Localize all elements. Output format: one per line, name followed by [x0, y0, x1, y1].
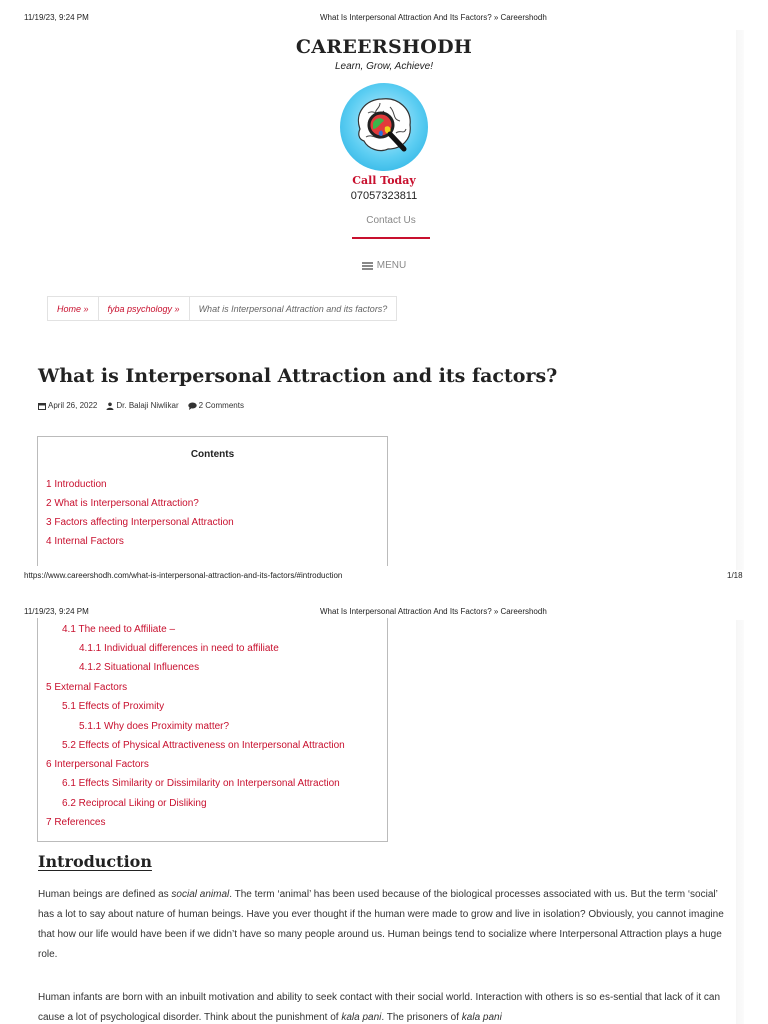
- intro-p2-text-b: . The prisoners of: [381, 1012, 462, 1023]
- comment-icon: [188, 402, 197, 410]
- print-url: https://www.careershodh.com/what-is-interpersonal-attraction-and-its-factors/#introduction: [24, 571, 343, 580]
- breadcrumb-home-link[interactable]: Home »: [57, 303, 89, 314]
- post-date-text: April 26, 2022: [48, 401, 98, 410]
- user-icon: [106, 402, 114, 410]
- breadcrumb-category-link[interactable]: fyba psychology »: [107, 303, 180, 314]
- toc-link[interactable]: 1 Introduction: [46, 479, 107, 490]
- print-datetime: 11/19/23, 9:24 PM: [24, 13, 89, 22]
- breadcrumb-home-item[interactable]: [48, 297, 99, 320]
- toc-link[interactable]: 4.1 The need to Affiliate –: [62, 624, 176, 635]
- toc-link[interactable]: 6.2 Reciprocal Liking or Disliking: [62, 798, 207, 809]
- site-name[interactable]: CAREERSHODH: [295, 36, 473, 58]
- print-page-title: What Is Interpersonal Attraction And Its Factors? » Careershodh: [320, 13, 547, 22]
- table-of-contents-continued: [37, 618, 388, 842]
- article-title: What is Interpersonal Attraction and its factors?: [38, 365, 558, 387]
- toc-link[interactable]: 3 Factors affecting Interpersonal Attraction: [46, 517, 234, 528]
- article-meta: [38, 401, 244, 410]
- toc-heading: Contents: [190, 449, 235, 460]
- print-datetime: 11/19/23, 9:24 PM: [24, 607, 89, 616]
- hamburger-menu-icon: [362, 262, 373, 270]
- intro-paragraph-2: [38, 988, 732, 1024]
- page-edge-shadow: [736, 30, 744, 570]
- breadcrumb-current: [190, 297, 397, 320]
- breadcrumb: [47, 296, 397, 321]
- breadcrumb-category-item[interactable]: [99, 297, 190, 320]
- post-comments[interactable]: [188, 401, 244, 410]
- active-nav-underline: [352, 237, 430, 239]
- menu-label: MENU: [376, 260, 407, 271]
- toc-link[interactable]: 5.2 Effects of Physical Attractiveness on Interpersonal Attraction: [62, 740, 345, 751]
- brain-magnifier-logo-icon[interactable]: [340, 83, 428, 171]
- toc-link[interactable]: 4 Internal Factors: [46, 536, 124, 547]
- post-date: [38, 401, 97, 410]
- post-author[interactable]: [106, 401, 178, 410]
- breadcrumb-current-label: What is Interpersonal Attraction and its factors?: [198, 303, 388, 314]
- menu-toggle-button[interactable]: [0, 260, 768, 271]
- intro-p1-text-a: Human beings are defined as: [38, 889, 172, 900]
- page-gap: [0, 584, 768, 602]
- intro-paragraph-1: [38, 885, 732, 965]
- phone-number[interactable]: 07057323811: [350, 190, 418, 202]
- print-page-title: What Is Interpersonal Attraction And Its Factors? » Careershodh: [320, 607, 547, 616]
- intro-p2-emphasis-2: kala pani: [461, 1012, 502, 1023]
- post-comments-text[interactable]: 2 Comments: [198, 401, 244, 410]
- toc-link[interactable]: 6 Interpersonal Factors: [46, 759, 149, 770]
- print-page-number: 1/18: [727, 571, 743, 580]
- toc-link[interactable]: 4.1.2 Situational Influences: [79, 662, 200, 673]
- intro-p1-emphasis: social animal: [171, 889, 230, 900]
- page-edge-shadow: [736, 620, 744, 1024]
- intro-p1-text-b: . The term ‘animal’ has been used because of the biological processes associated with us. But the term ‘social’ has a lot to say about nature of human beings. Have you ever thought if the human were made to grow and live in isolation? Obviously, you cannot imagine that how our life would have been if we didn’t have so many people around us. Human beings tend to socialize where Interpersonal Attraction plays a huge role.: [38, 889, 724, 960]
- post-author-text[interactable]: Dr. Balaji Niwlikar: [116, 401, 179, 410]
- intro-p2-text-a: Human infants are born with an inbuilt motivation and ability to seek contact with their social world. Interaction with others is so es-sential that lack of it can cause a lot of psychological disorder. Think about the punishment of: [38, 992, 721, 1023]
- site-tagline: Learn, Grow, Achieve!: [334, 61, 433, 72]
- toc-link[interactable]: 4.1.1 Individual differences in need to affiliate: [79, 643, 279, 654]
- toc-link[interactable]: 5 External Factors: [46, 682, 128, 693]
- toc-link[interactable]: 6.1 Effects Similarity or Dissimilarity on Interpersonal Attraction: [62, 778, 340, 789]
- toc-link[interactable]: 2 What is Interpersonal Attraction?: [46, 498, 199, 509]
- intro-p2-emphasis-1: kala pani: [341, 1012, 382, 1023]
- call-today-label: Call Today: [352, 174, 416, 187]
- toc-link[interactable]: 5.1 Effects of Proximity: [62, 701, 165, 712]
- calendar-icon: [38, 402, 46, 410]
- toc-link[interactable]: 7 References: [46, 817, 106, 828]
- toc-link[interactable]: 5.1.1 Why does Proximity matter?: [79, 721, 230, 732]
- introduction-heading: Introduction: [38, 852, 152, 871]
- table-of-contents: [37, 436, 388, 566]
- contact-us-link[interactable]: Contact Us: [366, 215, 416, 226]
